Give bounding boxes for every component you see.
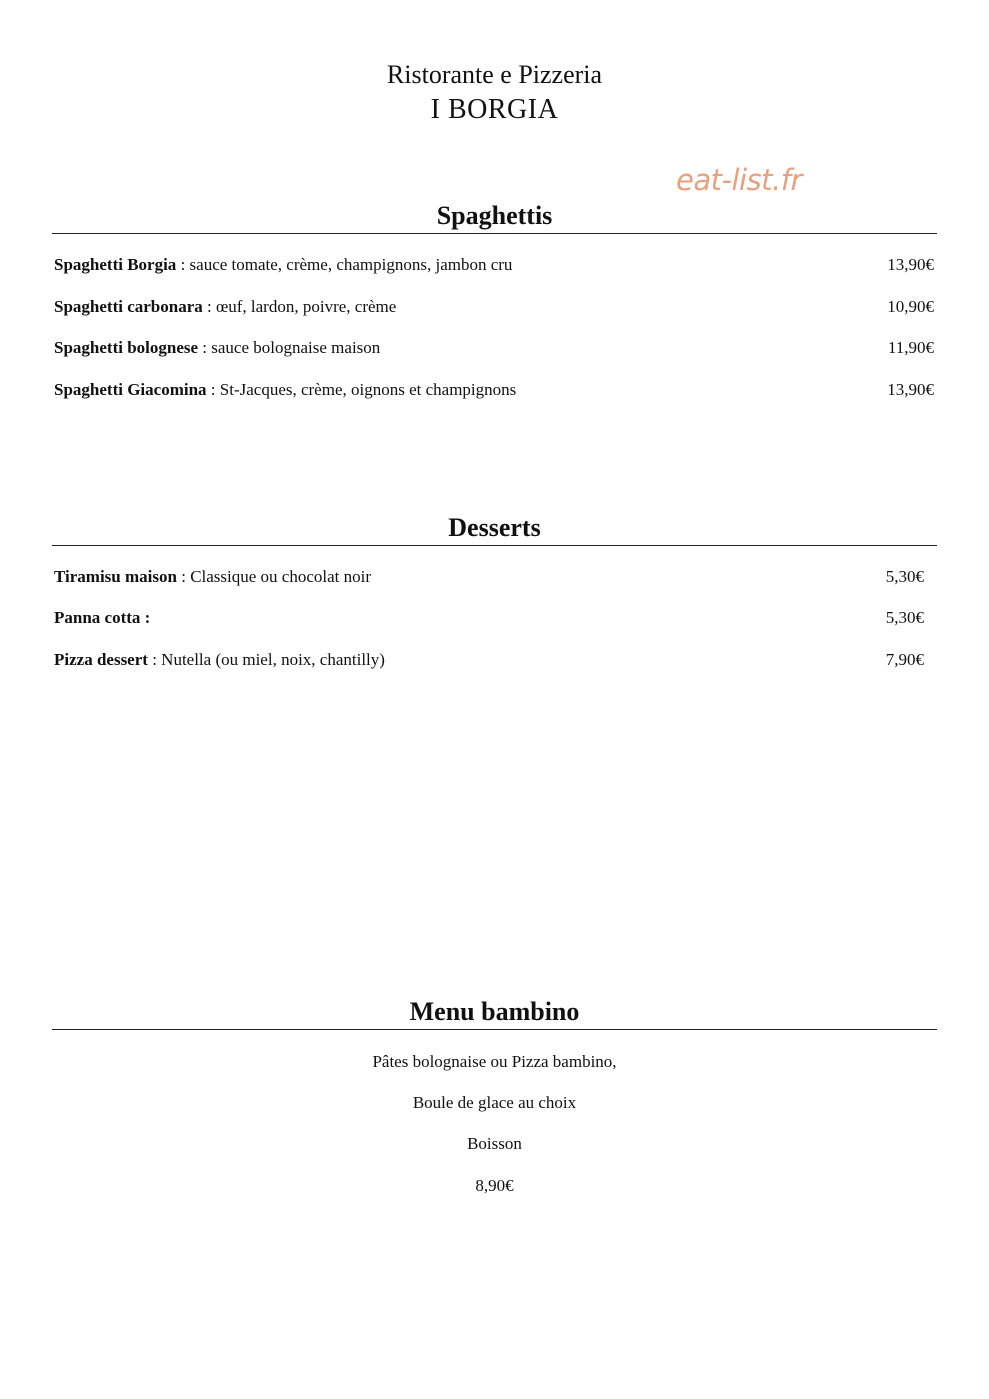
menu-item-price: 5,30€ [885,567,924,586]
bambino-line: Pâtes bolognaise ou Pizza bambino, [372,1052,617,1071]
menu-item-description: : Classique ou chocolat noir [176,567,372,586]
restaurant-name: I BORGIA [430,94,559,125]
menu-item [54,648,924,672]
menu-item [54,606,924,630]
menu-item-name: Spaghetti bolognese [54,338,199,357]
bambino-line: Boule de glace au choix [412,1093,577,1112]
menu-item-name: Tiramisu maison [54,567,177,586]
bambino-price: 8,90€ [475,1176,514,1195]
menu-item-description: : sauce bolognaise maison [198,338,381,357]
menu-item [54,253,934,277]
menu-item [54,378,934,402]
menu-item-price: 5,30€ [885,608,924,627]
section-title-spaghettis: Spaghettis [436,201,553,230]
section-divider [52,1029,937,1030]
section-divider [52,233,937,234]
menu-item-description: : sauce tomate, crème, champignons, jambon cru [176,255,513,274]
menu-item-name: Spaghetti carbonara [54,297,203,316]
menu-item-name: Spaghetti Giacomina [54,380,207,399]
menu-item-name: Pizza dessert [54,650,148,669]
menu-item-description: : St-Jacques, crème, oignons et champignons [206,380,517,399]
restaurant-type: Ristorante e Pizzeria [386,60,603,89]
menu-item-description: : œuf, lardon, poivre, crème [202,297,397,316]
menu-item-price: 11,90€ [887,338,934,357]
menu-item [54,295,934,319]
watermark: eat-list.fr [676,163,802,197]
section-title-desserts: Desserts [448,513,541,542]
menu-item [54,565,924,589]
menu-item-price: 10,90€ [887,297,934,316]
menu-item-price: 13,90€ [887,255,934,274]
menu-item-name: Spaghetti Borgia [54,255,177,274]
section-title-bambino: Menu bambino [409,997,580,1026]
bambino-line: Boisson [467,1134,522,1153]
menu-item [54,336,934,360]
section-divider [52,545,937,546]
menu-item-price: 7,90€ [885,650,924,669]
menu-item-name: Panna cotta : [54,608,151,627]
menu-item-description: : Nutella (ou miel, noix, chantilly) [147,650,385,669]
menu-item-price: 13,90€ [887,380,934,399]
